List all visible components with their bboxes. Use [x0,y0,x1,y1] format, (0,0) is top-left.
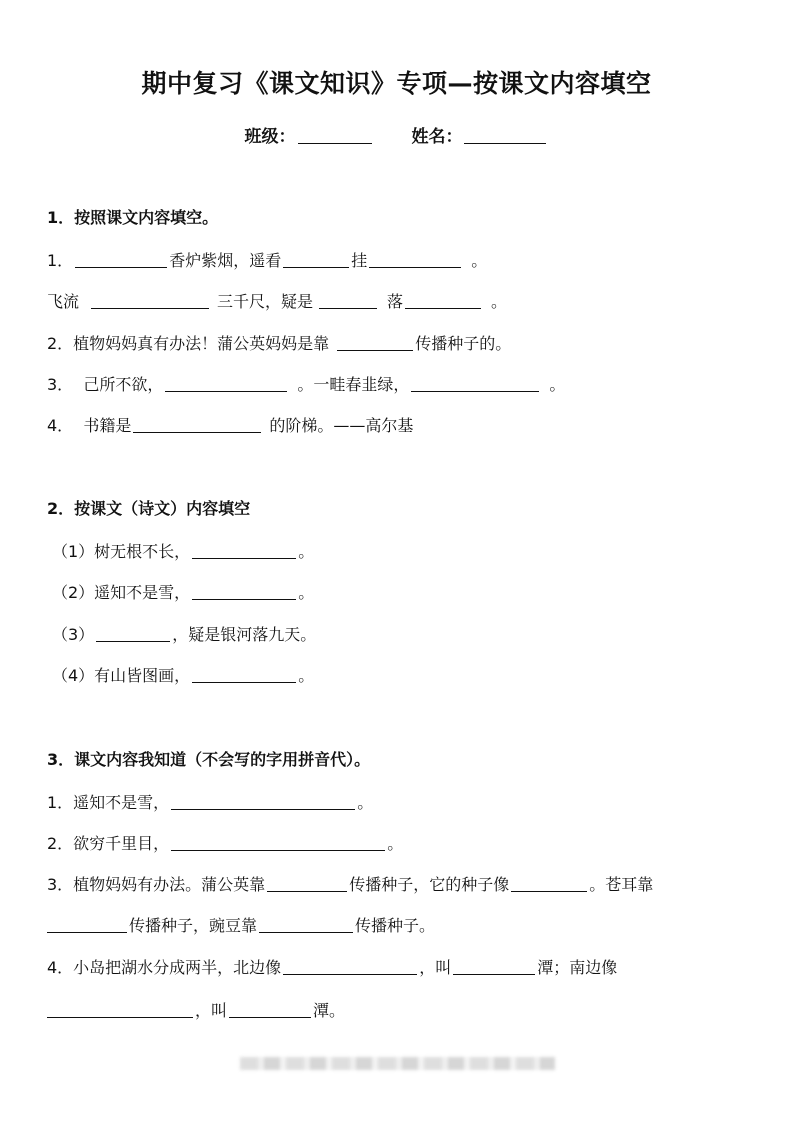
line-text: 落 [387,292,404,311]
answer-blank[interactable] [171,793,355,810]
answer-blank[interactable] [337,334,413,351]
line-text: 。 [471,251,488,270]
answer-blank[interactable] [511,875,587,892]
line-text: 1．遥知不是雪， [47,793,170,812]
answer-blank[interactable] [192,666,296,683]
answer-blank[interactable] [283,251,349,268]
answer-blank[interactable] [75,251,167,268]
section1-heading: 1．按照课文内容填空。 [47,208,219,227]
class-blank[interactable] [298,126,372,144]
section2-line-3 [52,622,316,645]
line-text: 4． 书籍是 [47,416,132,435]
name-blank[interactable] [464,126,546,144]
line-text: 传播种子，豌豆靠 [129,916,258,935]
class-field [245,122,374,147]
line-text: 传播种子，它的种子像 [349,875,510,894]
answer-blank[interactable] [165,375,287,392]
answer-blank[interactable] [369,251,461,268]
line-text: 。一畦春韭绿， [297,375,410,394]
section1-line-4 [47,372,565,395]
section2-line-2 [52,580,314,603]
answer-blank[interactable] [47,916,127,933]
section2-line-4 [52,663,314,686]
student-info-row [0,122,793,147]
line-text: ，疑是银河落九天。 [172,625,317,644]
answer-blank[interactable] [411,375,539,392]
section3-line-3 [47,872,653,895]
line-text: 传播种子的。 [415,334,512,353]
line-text: ，叫 [195,1001,228,1020]
line-text: 2．欲穷千里目， [47,834,170,853]
line-text: 潭；南边像 [537,958,618,977]
section3-line-5 [47,955,617,978]
line-text: 。 [298,542,315,561]
answer-blank[interactable] [47,1001,193,1018]
answer-blank[interactable] [319,292,377,309]
line-text: 传播种子。 [355,916,436,935]
line-text: （1）树无根不长， [52,542,191,561]
section1-line-1 [47,248,487,271]
section2-heading: 2．按课文（诗文）内容填空 [47,499,251,518]
page-title: 期中复习《课文知识》专项—按课文内容填空 [141,69,652,98]
answer-blank[interactable] [192,583,296,600]
line-text: 。 [298,666,315,685]
line-text: 。 [298,583,315,602]
answer-blank[interactable] [171,834,385,851]
section2-line-1 [52,539,314,562]
line-text: 挂 [351,251,368,270]
line-number: 1． [47,251,74,270]
blurred-footer-watermark [240,1057,555,1070]
line-text: 。 [549,375,566,394]
answer-blank[interactable] [229,1001,311,1018]
section3-heading: 3．课文内容我知道（不会写的字用拼音代）。 [47,750,371,769]
line-text: 。苍耳靠 [589,875,654,894]
line-text: 4．小岛把湖水分成两半，北边像 [47,958,282,977]
section1-line-5 [47,413,413,436]
section1-line-3 [47,331,511,354]
section1-line-2 [47,289,507,312]
answer-blank[interactable] [133,416,261,433]
name-field [411,122,548,147]
section3-line-2 [47,831,403,854]
line-text: 三千尺，疑是 [217,292,314,311]
line-text: 的阶梯。——高尔基 [269,416,414,435]
line-text: 。 [491,292,508,311]
answer-blank[interactable] [453,958,535,975]
answer-blank[interactable] [267,875,347,892]
section3-line-4 [47,913,435,936]
line-text: 3．植物妈妈有办法。蒲公英靠 [47,875,266,894]
section3-line-6 [47,998,345,1021]
line-text: （2）遥知不是雪， [52,583,191,602]
line-text: （3） [52,625,95,644]
answer-blank[interactable] [192,542,296,559]
answer-blank[interactable] [96,625,170,642]
line-text: 3． 己所不欲， [47,375,164,394]
answer-blank[interactable] [283,958,417,975]
section3-line-1 [47,790,373,813]
class-label: 班级： [244,127,296,147]
name-label: 姓名： [411,127,463,147]
line-text: ，叫 [419,958,452,977]
answer-blank[interactable] [405,292,481,309]
line-text: 。 [387,834,404,853]
answer-blank[interactable] [91,292,209,309]
line-text: 潭。 [313,1001,346,1020]
line-text: 香炉紫烟，遥看 [169,251,282,270]
line-text: 飞流 [47,292,80,311]
line-text: 。 [357,793,374,812]
line-text: （4）有山皆图画， [52,666,191,685]
answer-blank[interactable] [259,916,353,933]
line-text: 2．植物妈妈真有办法！蒲公英妈妈是靠 [47,334,330,353]
